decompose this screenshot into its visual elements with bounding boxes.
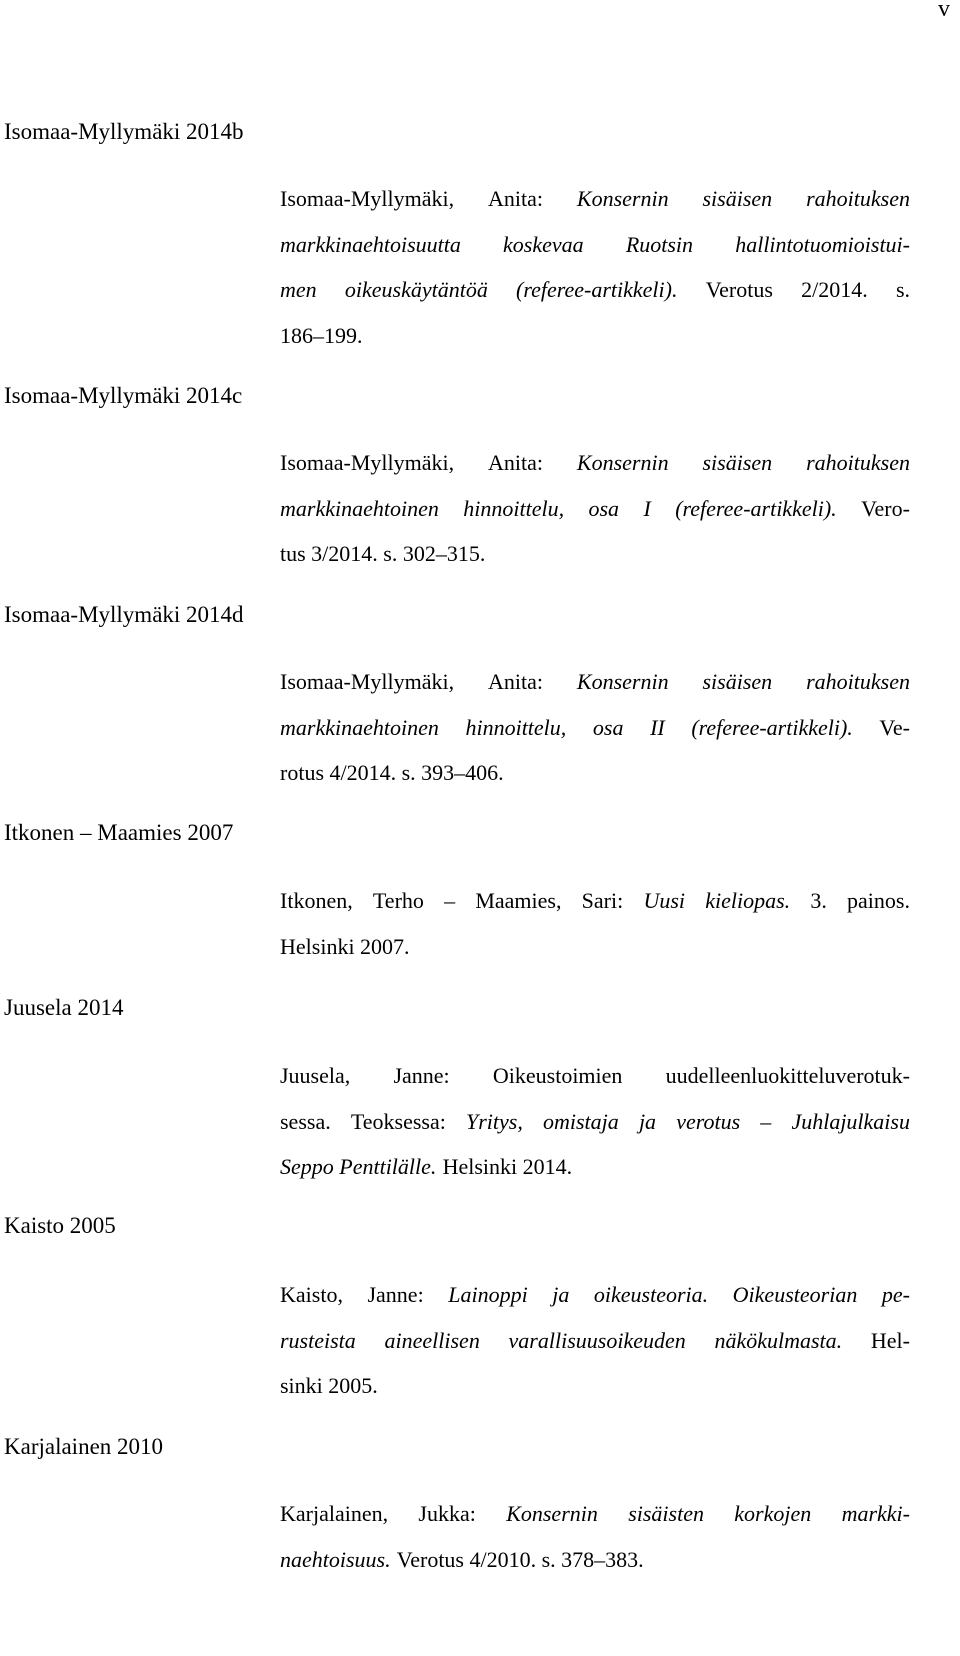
reference-key: Kaisto 2005 bbox=[4, 1213, 116, 1238]
reference-line bbox=[280, 1099, 910, 1145]
reference-line bbox=[280, 267, 910, 313]
reference-title-text: (referee-artikkeli). bbox=[675, 495, 837, 521]
reference-title-text: naehtoisuus. bbox=[280, 1546, 391, 1572]
reference-line bbox=[280, 1537, 910, 1583]
reference-body bbox=[280, 1272, 910, 1409]
reference-text: Terho bbox=[372, 888, 424, 913]
reference-text: Anita: bbox=[488, 669, 544, 694]
reference-text: Janne: bbox=[393, 1063, 450, 1088]
reference-title-text: ja bbox=[638, 1108, 657, 1134]
reference-title-text: sisäisten bbox=[628, 1501, 704, 1526]
reference-text: Oikeustoimien bbox=[492, 1063, 623, 1088]
reference-line bbox=[280, 750, 910, 796]
reference-title-text: rahoituksen bbox=[806, 186, 910, 211]
reference-text: Janne: bbox=[367, 1282, 424, 1307]
reference-text: Anita: bbox=[488, 450, 544, 475]
reference-key: Isomaa-Myllymäki 2014b bbox=[4, 119, 244, 144]
reference-title-text: – bbox=[760, 1108, 772, 1134]
reference-title-text: Konsernin bbox=[576, 450, 669, 475]
reference-title-text: varallisuusoikeuden bbox=[508, 1327, 686, 1353]
reference-title-text: markkinaehtoinen bbox=[280, 495, 439, 521]
reference-text: Jukka: bbox=[418, 1501, 476, 1526]
reference-title-text: oikeusteoria. bbox=[593, 1282, 709, 1307]
reference-title-text: Uusi bbox=[643, 888, 685, 913]
reference-title-text: osa bbox=[588, 495, 620, 521]
reference-text: Juusela, bbox=[280, 1063, 351, 1088]
reference-text: Sari: bbox=[581, 888, 624, 913]
reference-title-text: Seppo Penttilälle. bbox=[280, 1154, 437, 1179]
reference-key: Karjalainen 2010 bbox=[4, 1434, 164, 1459]
reference-line bbox=[280, 531, 910, 577]
reference-title-text: sisäisen bbox=[702, 450, 773, 475]
reference-text: Verotus bbox=[705, 277, 773, 302]
reference-title-text: korkojen bbox=[734, 1501, 812, 1526]
reference-title-text: Konsernin bbox=[576, 186, 669, 211]
reference-text: tus 3/2014. s. 302–315. bbox=[280, 541, 486, 566]
reference-title-text: ja bbox=[552, 1282, 570, 1307]
reference-line bbox=[280, 1053, 910, 1099]
reference-body bbox=[280, 1491, 910, 1582]
reference-title-text: Juhlajulkaisu bbox=[791, 1108, 910, 1134]
reference-body bbox=[280, 1053, 910, 1190]
reference-title-text: osa bbox=[592, 714, 624, 740]
reference-title-text: hinnoittelu, bbox=[465, 714, 567, 740]
reference-title-text: koskevaa bbox=[503, 231, 584, 257]
reference-text: 186–199. bbox=[280, 322, 363, 348]
reference-title-text: markkinaehtoinen bbox=[280, 714, 439, 740]
reference-line bbox=[280, 176, 910, 222]
reference-body bbox=[280, 878, 910, 969]
reference-title-text: rahoituksen bbox=[806, 669, 910, 694]
reference-text: Vero- bbox=[861, 495, 910, 521]
reference-title-text: Konsernin bbox=[576, 669, 669, 694]
reference-text: Verotus 4/2010. s. 378–383. bbox=[396, 1546, 644, 1572]
reference-text: Hel- bbox=[870, 1327, 910, 1353]
reference-body bbox=[280, 176, 910, 358]
reference-line bbox=[280, 1272, 910, 1318]
reference-title-text: (referee-artikkeli). bbox=[691, 714, 853, 740]
reference-text: uudelleenluokitteluverotuk- bbox=[665, 1063, 910, 1088]
reference-title-text: rusteista bbox=[280, 1327, 356, 1353]
reference-title-text: II bbox=[650, 714, 665, 740]
reference-text: sessa. bbox=[280, 1108, 331, 1134]
reference-title-text: sisäisen bbox=[702, 186, 773, 211]
reference-title-text: markkinaehtoisuutta bbox=[280, 231, 461, 257]
reference-text: Helsinki 2007. bbox=[280, 933, 410, 959]
reference-title-text: hallintotuomioistui- bbox=[735, 231, 910, 257]
reference-text: painos. bbox=[847, 888, 910, 913]
reference-title-text: omistaja bbox=[543, 1108, 619, 1134]
reference-key: Isomaa-Myllymäki 2014d bbox=[4, 602, 244, 627]
reference-line bbox=[280, 1363, 910, 1409]
reference-text: Isomaa-Myllymäki, bbox=[280, 450, 455, 475]
reference-text: Helsinki 2014. bbox=[442, 1154, 573, 1179]
reference-title-text: Oikeusteorian bbox=[732, 1282, 858, 1307]
reference-key: Itkonen – Maamies 2007 bbox=[4, 820, 234, 845]
reference-title-text: I bbox=[643, 495, 651, 521]
reference-title-text: Yritys, bbox=[466, 1108, 523, 1134]
reference-text: Maamies, bbox=[475, 888, 562, 913]
reference-line bbox=[280, 313, 910, 359]
reference-title-text: sisäisen bbox=[702, 669, 773, 694]
reference-title-text: Ruotsin bbox=[625, 231, 694, 257]
reference-title-text: Lainoppi bbox=[448, 1282, 528, 1307]
reference-title-text: men bbox=[280, 277, 317, 302]
reference-text: 2/2014. bbox=[801, 277, 868, 302]
reference-line bbox=[280, 222, 910, 268]
reference-text: Teoksessa: bbox=[350, 1108, 446, 1134]
reference-line bbox=[280, 878, 910, 924]
reference-text: Kaisto, bbox=[280, 1282, 343, 1307]
reference-title-text: rahoituksen bbox=[806, 450, 910, 475]
reference-line bbox=[280, 1491, 910, 1537]
reference-title-text: pe- bbox=[881, 1282, 910, 1307]
reference-line bbox=[280, 440, 910, 486]
reference-line bbox=[280, 705, 910, 751]
reference-line bbox=[280, 924, 910, 970]
reference-text: Ve- bbox=[879, 714, 910, 740]
reference-text: sinki 2005. bbox=[280, 1373, 378, 1398]
reference-text: – bbox=[444, 888, 456, 913]
page-number: v bbox=[938, 0, 950, 22]
reference-text: Isomaa-Myllymäki, bbox=[280, 186, 455, 211]
reference-title-text: hinnoittelu, bbox=[463, 495, 565, 521]
reference-key: Juusela 2014 bbox=[4, 995, 124, 1020]
reference-body bbox=[280, 659, 910, 796]
reference-text: s. bbox=[895, 277, 910, 302]
reference-text: Isomaa-Myllymäki, bbox=[280, 669, 455, 694]
reference-title-text: kieliopas. bbox=[705, 888, 791, 913]
reference-line bbox=[280, 659, 910, 705]
reference-text: rotus 4/2014. s. 393–406. bbox=[280, 760, 504, 785]
reference-title-text: Konsernin bbox=[506, 1501, 598, 1526]
reference-key: Isomaa-Myllymäki 2014c bbox=[4, 383, 243, 408]
reference-title-text: verotus bbox=[676, 1108, 741, 1134]
reference-text: Itkonen, bbox=[280, 888, 353, 913]
reference-text: 3. bbox=[810, 888, 827, 913]
reference-title-text: näkökulmasta. bbox=[714, 1327, 843, 1353]
reference-line bbox=[280, 1318, 910, 1364]
reference-line bbox=[280, 1144, 910, 1190]
reference-title-text: aineellisen bbox=[384, 1327, 480, 1353]
reference-text: Anita: bbox=[488, 186, 544, 211]
reference-title-text: markki- bbox=[841, 1501, 910, 1526]
reference-title-text: oikeuskäytäntöä bbox=[344, 277, 488, 302]
reference-title-text: (referee-artikkeli). bbox=[516, 277, 678, 302]
reference-body bbox=[280, 440, 910, 577]
reference-line bbox=[280, 486, 910, 532]
reference-text: Karjalainen, bbox=[280, 1501, 389, 1526]
